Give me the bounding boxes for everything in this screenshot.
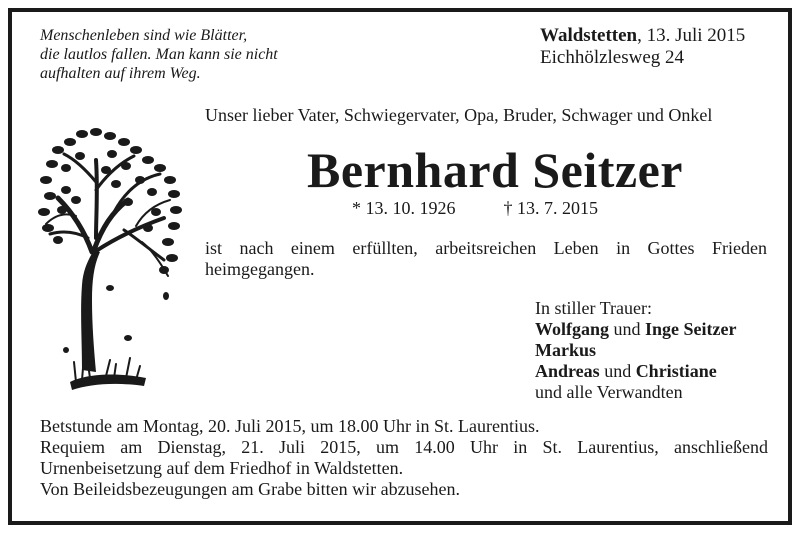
motto-line: die lautlos fallen. Man kann sie nicht (40, 46, 278, 63)
conjunction: und (599, 361, 636, 381)
mourner-name: Christiane (635, 361, 717, 381)
date: , 13. Juli 2015 (637, 25, 746, 46)
mourner-name: Andreas (535, 361, 600, 381)
place-and-date (540, 25, 745, 69)
city: Waldstetten (540, 25, 638, 46)
note-line: Requiem am Dienstag, 21. Juli 2015, um 14.00 Uhr in St. Laurentius, anschließend (40, 437, 768, 457)
mourner-line: und alle Verwandten (535, 382, 683, 402)
note-line: Betstunde am Montag, 20. Juli 2015, um 18.00 Uhr in St. Laurentius. (40, 416, 540, 436)
obituary-frame (8, 8, 792, 525)
motto-line: Menschenleben sind wie Blätter, (40, 27, 248, 44)
tree-with-falling-leaves-icon (36, 120, 186, 392)
mourner-name: Wolfgang (535, 319, 610, 339)
mourners-heading: In stiller Trauer: (535, 298, 652, 318)
mourner-line (535, 319, 736, 340)
birth-date: * 13. 10. 1926 (352, 198, 456, 218)
note-line: Urnenbeisetzung auf dem Friedhof in Waldstetten. (40, 458, 404, 478)
intro-line: Unser lieber Vater, Schwiegervater, Opa, Bruder, Schwager und Onkel (205, 105, 713, 125)
service-notes (40, 416, 768, 500)
death-date: † 13. 7. 2015 (503, 198, 598, 218)
deceased-name: Bernhard Seitzer (307, 142, 683, 198)
note-line: Von Beileidsbezeugungen am Grabe bitten wir abzusehen. (40, 479, 461, 499)
mourner-name: Inge Seitzer (645, 319, 737, 339)
motto (40, 26, 340, 83)
mourner-name: Markus (535, 340, 597, 360)
motto-line: aufhalten auf ihrem Weg. (40, 65, 201, 82)
mourner-line (535, 361, 736, 382)
mourner-line (535, 340, 736, 361)
life-dates (352, 198, 598, 219)
conjunction: und (609, 319, 646, 339)
mourners (535, 298, 736, 403)
street: Eichhölzlesweg 24 (540, 47, 685, 68)
statement: ist nach einem erfüllten, arbeitsreichen Leben in Gottes Frieden heimgegangen. (205, 238, 767, 279)
